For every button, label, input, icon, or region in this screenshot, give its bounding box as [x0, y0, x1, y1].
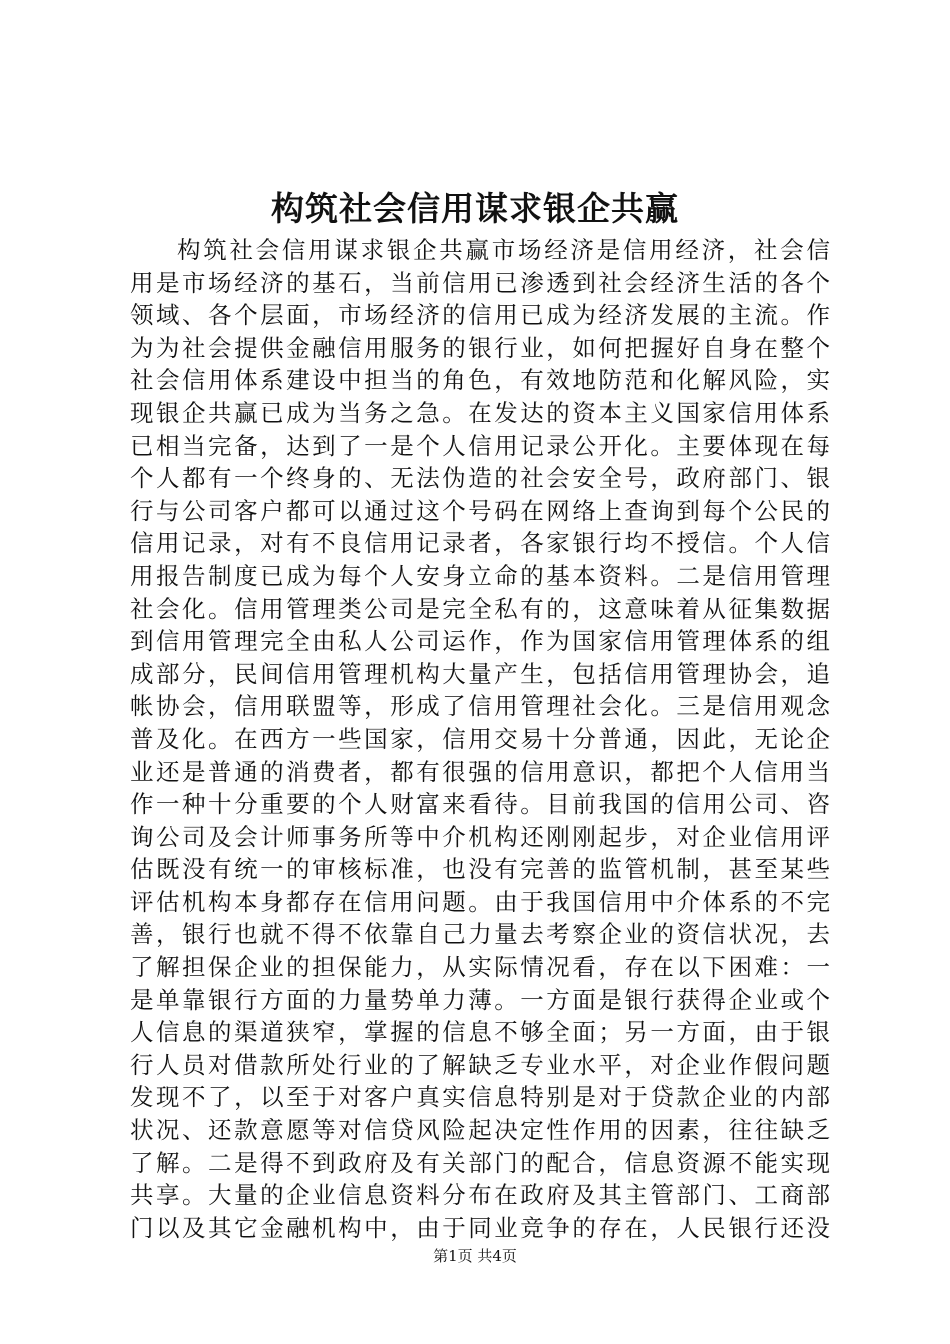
paragraph-line: 人信息的渠道狭窄，掌握的信息不够全面；另一方面，由于银	[130, 1018, 830, 1047]
paragraph-line: 发现不了，以至于对客户真实信息特别是对于贷款企业的内部	[130, 1083, 830, 1112]
paragraph-line: 作一种十分重要的个人财富来看待。目前我国的信用公司、咨	[130, 790, 830, 819]
paragraph-line: 为为社会提供金融信用服务的银行业，如何把握好自身在整个	[130, 333, 830, 362]
paragraph-line: 已相当完备，达到了一是个人信用记录公开化。主要体现在每	[130, 431, 830, 460]
paragraph-line: 估既没有统一的审核标准，也没有完善的监管机制，甚至某些	[130, 855, 830, 884]
paragraph-line: 到信用管理完全由私人公司运作，作为国家信用管理体系的组	[130, 627, 830, 656]
paragraph-line: 用是市场经济的基石，当前信用已渗透到社会经济生活的各个	[130, 268, 830, 297]
paragraph-line: 评估机构本身都存在信用问题。由于我国信用中介体系的不完	[130, 887, 830, 916]
paragraph-line: 了解担保企业的担保能力，从实际情况看，存在以下困难：一	[130, 953, 830, 982]
paragraph-line: 普及化。在西方一些国家，信用交易十分普通，因此，无论企	[130, 724, 830, 753]
paragraph-line: 行与公司客户都可以通过这个号码在网络上查询到每个公民的	[130, 496, 830, 525]
document-title: 构筑社会信用谋求银企共赢	[271, 189, 679, 228]
paragraph-line: 状况、还款意愿等对信贷风险起决定性作用的因素，往往缺乏	[130, 1116, 830, 1145]
document-body	[130, 234, 830, 1244]
paragraph-line: 共享。大量的企业信息资料分布在政府及其主管部门、工商部	[130, 1181, 830, 1210]
paragraph-line: 信用记录，对有不良信用记录者，各家银行均不授信。个人信	[130, 529, 830, 558]
paragraph-line: 构筑社会信用谋求银企共赢市场经济是信用经济，社会信	[177, 236, 830, 264]
paragraph-line: 善，银行也就不得不依靠自己力量去考察企业的资信状况，去	[130, 920, 830, 949]
paragraph-line: 个人都有一个终身的、无法伪造的社会安全号，政府部门、银	[130, 464, 830, 493]
paragraph-line: 是单靠银行方面的力量势单力薄。一方面是银行获得企业或个	[130, 985, 830, 1014]
paragraph-line: 用报告制度已成为每个人安身立命的基本资料。二是信用管理	[130, 561, 830, 590]
paragraph-line: 询公司及会计师事务所等中介机构还刚刚起步，对企业信用评	[130, 822, 830, 851]
paragraph-line: 了解。二是得不到政府及有关部门的配合，信息资源不能实现	[130, 1148, 830, 1177]
page-number: 第1页 共4页	[433, 1247, 517, 1265]
paragraph-line: 现银企共赢已成为当务之急。在发达的资本主义国家信用体系	[130, 398, 830, 427]
paragraph-line: 门以及其它金融机构中，由于同业竞争的存在，人民银行还没	[130, 1213, 830, 1242]
paragraph-line: 社会信用体系建设中担当的角色，有效地防范和化解风险，实	[130, 366, 830, 395]
paragraph-line: 帐协会，信用联盟等，形成了信用管理社会化。三是信用观念	[130, 692, 830, 721]
paragraph-line: 社会化。信用管理类公司是完全私有的，这意味着从征集数据	[130, 594, 830, 623]
paragraph-line: 业还是普通的消费者，都有很强的信用意识，都把个人信用当	[130, 757, 830, 786]
paragraph-line: 领域、各个层面，市场经济的信用已成为经济发展的主流。作	[130, 301, 830, 330]
paragraph-line: 成部分，民间信用管理机构大量产生，包括信用管理协会，追	[130, 659, 830, 688]
paragraph-line: 行人员对借款所处行业的了解缺乏专业水平，对企业作假问题	[130, 1050, 830, 1079]
